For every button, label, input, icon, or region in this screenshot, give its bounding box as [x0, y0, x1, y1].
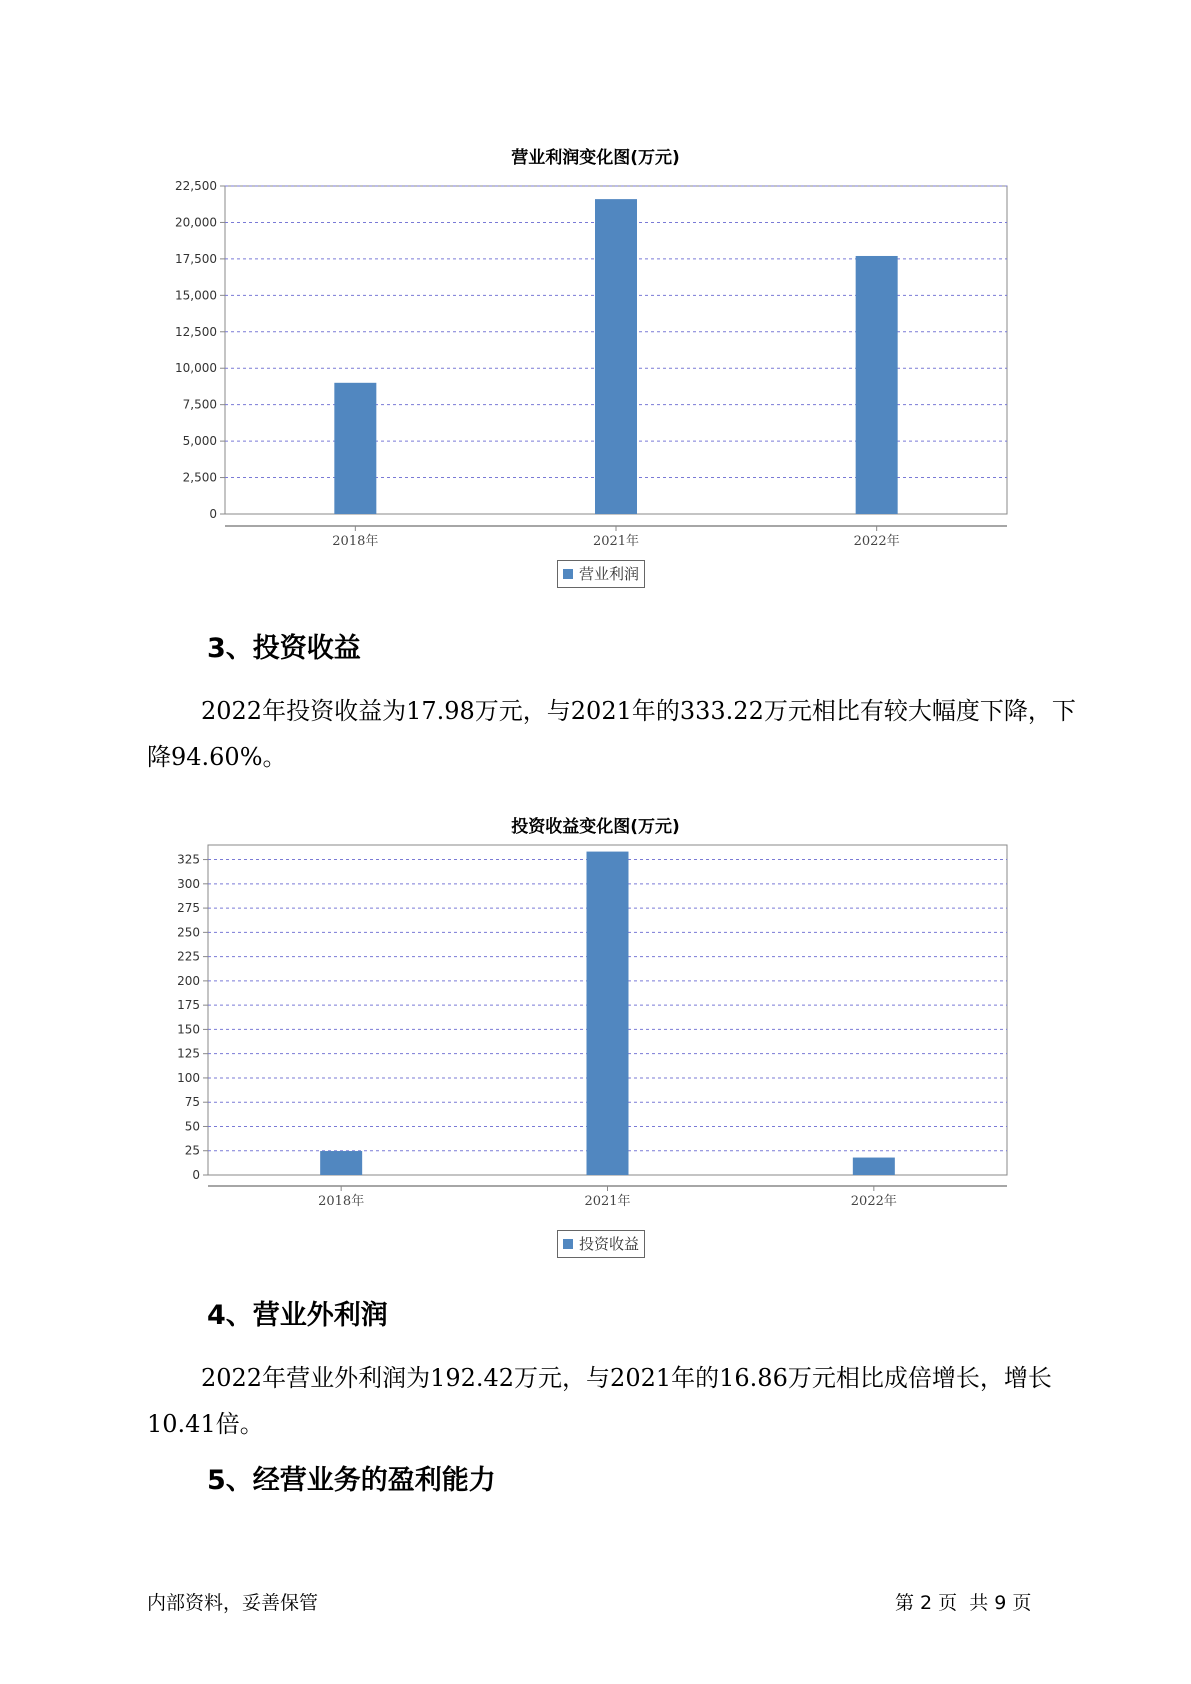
chart2-legend-label: 投资收益 — [579, 1235, 640, 1253]
y-tick-label: 100 — [177, 1070, 200, 1085]
operating-profit-chart — [0, 170, 1191, 549]
y-tick-label: 7,500 — [182, 397, 217, 412]
y-tick-label: 12,500 — [175, 324, 217, 339]
y-tick-label: 275 — [177, 901, 200, 916]
chart1-legend-label: 营业利润 — [579, 565, 640, 583]
y-tick-label: 22,500 — [175, 179, 217, 193]
x-tick-label: 2018年 — [332, 534, 379, 549]
bar — [334, 383, 376, 514]
section-heading-profitability: 5、经营业务的盈利能力 — [207, 1465, 496, 1496]
y-tick-label: 2,500 — [182, 470, 217, 485]
paragraph-nonop-text: 2022年营业外利润为192.42万元，与2021年的16.86万元相比成倍增长，增长10.41倍。 — [147, 1364, 1052, 1438]
bar — [856, 256, 898, 514]
paragraph-investment-text: 2022年投资收益为17.98万元，与2021年的333.22万元相比有较大幅度下降，下降94.60%。 — [147, 697, 1076, 771]
section-heading-nonop: 4、营业外利润 — [207, 1300, 388, 1331]
legend-swatch — [563, 1239, 573, 1249]
y-tick-label: 50 — [184, 1119, 200, 1134]
x-tick-label: 2018年 — [318, 1194, 365, 1209]
bar — [320, 1151, 362, 1175]
bar — [853, 1158, 895, 1175]
x-tick-label: 2022年 — [850, 1194, 897, 1209]
x-tick-label: 2022年 — [853, 534, 900, 549]
y-tick-label: 0 — [209, 507, 217, 521]
y-tick-label: 225 — [177, 949, 200, 964]
legend-swatch — [563, 569, 573, 579]
paragraph-nonop — [147, 1355, 1077, 1447]
y-tick-label: 175 — [177, 998, 200, 1013]
chart2-title: 投资收益变化图(万元) — [511, 817, 680, 837]
page-number: 第 2 页 共 9 页 — [895, 1592, 1032, 1614]
y-tick-label: 325 — [177, 852, 200, 867]
x-tick-label: 2021年 — [592, 534, 640, 549]
paragraph-investment — [147, 688, 1077, 780]
y-tick-label: 250 — [177, 925, 200, 940]
y-tick-label: 0 — [192, 1168, 200, 1182]
investment-income-chart — [0, 838, 1191, 1218]
x-tick-label: 2021年 — [584, 1194, 631, 1209]
y-tick-label: 25 — [184, 1143, 200, 1158]
y-tick-label: 75 — [184, 1095, 200, 1110]
y-tick-label: 300 — [177, 876, 200, 891]
y-tick-label: 5,000 — [182, 434, 217, 449]
section-heading-investment: 3、投资收益 — [207, 633, 361, 664]
chart1-legend — [557, 560, 645, 588]
chart1-title: 营业利润变化图(万元) — [511, 148, 680, 168]
bar — [587, 852, 629, 1175]
y-tick-label: 17,500 — [175, 251, 217, 266]
y-tick-label: 15,000 — [175, 288, 217, 303]
bar — [595, 199, 637, 514]
chart2-legend — [557, 1230, 645, 1258]
y-tick-label: 125 — [177, 1046, 200, 1061]
y-tick-label: 20,000 — [175, 215, 217, 230]
footer-note: 内部资料，妥善保管 — [147, 1592, 319, 1614]
y-tick-label: 150 — [177, 1022, 200, 1037]
y-tick-label: 10,000 — [175, 361, 217, 376]
y-tick-label: 200 — [177, 973, 200, 988]
